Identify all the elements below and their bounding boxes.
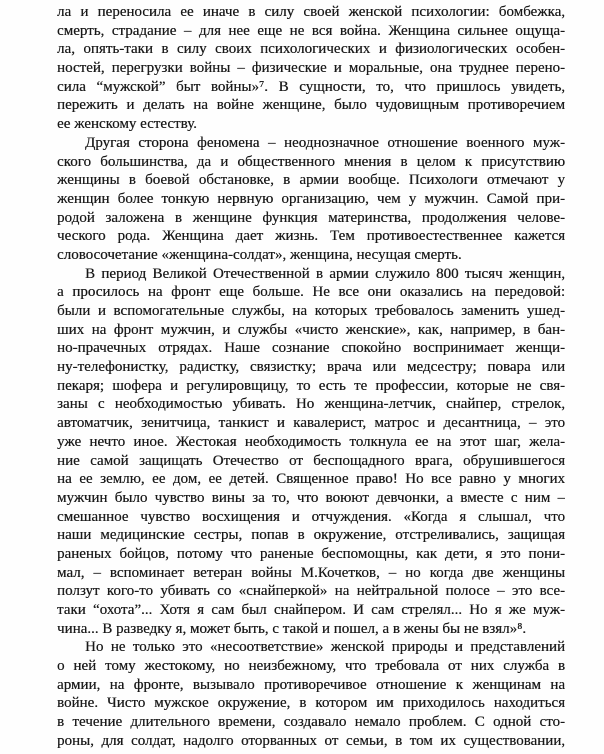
text-line: ла и переносила ее иначе в силу своей женской психологии: бомбежка, [57,4,565,20]
text-line: ского большинства, да и общественного мнения в целом к присутствию [57,153,565,170]
text-line: заны с необходимостью убивать. Но женщина-летчик, снайпер, стрелок, [57,396,565,413]
paragraph [57,265,565,639]
text-line: ла, опять-таки в силу своих психологических и физиологических особен- [57,41,565,58]
text-line: в течение длительного времени, создавало немало проблем. С одной сто- [57,714,565,731]
text-line: смешанное чувство восхищения и отчуждения. «Когда я слышал, что [57,508,565,525]
text-line: войне. Чисто мужское окружение, в котором им приходилось находиться [57,695,565,712]
paragraph [57,134,565,265]
text-line: наши медицинские сестры, попав в окружение, отстреливались, защищая [57,527,565,544]
text-line: мал, – вспоминает ветеран войны М.Кочетков, – но когда две женщины [57,564,565,581]
text-line: армии, на фронте, вызывало противоречивое отношение к женщинам на [57,676,565,693]
paragraph [57,3,565,134]
text-line: пекаря; шофера и регулировщицу, то есть те профессии, которые не свя- [57,377,565,394]
text-line: на ее землю, ее дом, ее детей. Священное право! Но все равно у многих [57,471,565,488]
text-line: пережить и делать на войне женщине, было чудовищным противоречием [57,97,565,114]
text-line: уже нечто иное. Жестокая необходимость толкнула ее на этот шаг, жела- [57,433,565,450]
text-line: о ней тому жестокому, но неизбежному, что требовала от них служба в [57,658,565,675]
text-line: ние самой защищать Отечество от беспощадного врага, обрушившегося [57,452,565,469]
text-line: ших на фронт мужчин, и службы «чисто женские», как, например, в бан- [57,321,565,338]
text-line: ползут кого-то убивать со «снайперкой» на нейтральной полосе – это все- [57,583,565,600]
text-line: Другая сторона феномена – неоднозначное отношение военного муж- [85,134,565,151]
text-line: В период Великой Отечественной в армии служило 800 тысяч женщин, [85,265,565,282]
text-line: но-прачечных отрядах. Наше сознание спокойно воспринимает женщи- [57,340,565,357]
text-line: словосочетание «женщина-солдат», женщина, несущая смерть. [57,246,462,263]
text-line: раненых бойцов, потому что раненые беспомощны, как дети, я это пони- [57,545,565,562]
text-line: ностей, перегрузки войны – физические и моральные, она труднее перено- [57,60,565,77]
text-line: а просилось на фронт еще больше. Не все они оказались на передовой: [57,284,565,301]
text-line: ну-телефонистку, радистку, связистку; врача или медсестру; повара или [57,359,565,376]
text-line: мужчин было чувство вины за то, что воюют девчонки, а вместе с ним – [57,489,565,506]
text-line: Но не только это «несоответствие» женской природы и представлений [85,639,565,656]
text-line: смерть, страдание – для нее еще не вся война. Женщина сильнее ощуща- [57,22,565,39]
text-line: чина... В разведку я, может быть, с такой и пошел, а в жены бы не взял»⁸. [57,620,527,637]
text-line: таки “охота”... Хотя я сам был снайпером. И сам стрелял... Но я же муж- [57,602,565,618]
text-line: женщин более тонкую нервную организацию, чем у мужчин. Самой при- [57,190,565,207]
text-line: ее женскому естеству. [57,116,197,133]
text-line: родой заложена в женщине функция материнства, продолжения челове- [57,209,565,226]
text-line: сила “мужской” быт войны»⁷. В сущности, то, что пришлось увидеть, [57,78,565,95]
text-line: автоматчик, зенитчица, танкист и кавалерист, матрос и десантница, – это [57,415,565,432]
text-line: роны, для солдат, надолго оторванных от семьи, в том их существовании, [57,732,565,749]
text-line: женщины в боевой обстановке, в армии вообще. Психологи отмечают у [57,172,565,189]
paragraph [57,638,565,750]
text-line: ческого рода. Женщина дает жизнь. Тем противоестественнее кажется [57,228,565,245]
text-line: были и вспомогательные службы, на которых требовалось заменить ушед- [57,303,565,319]
